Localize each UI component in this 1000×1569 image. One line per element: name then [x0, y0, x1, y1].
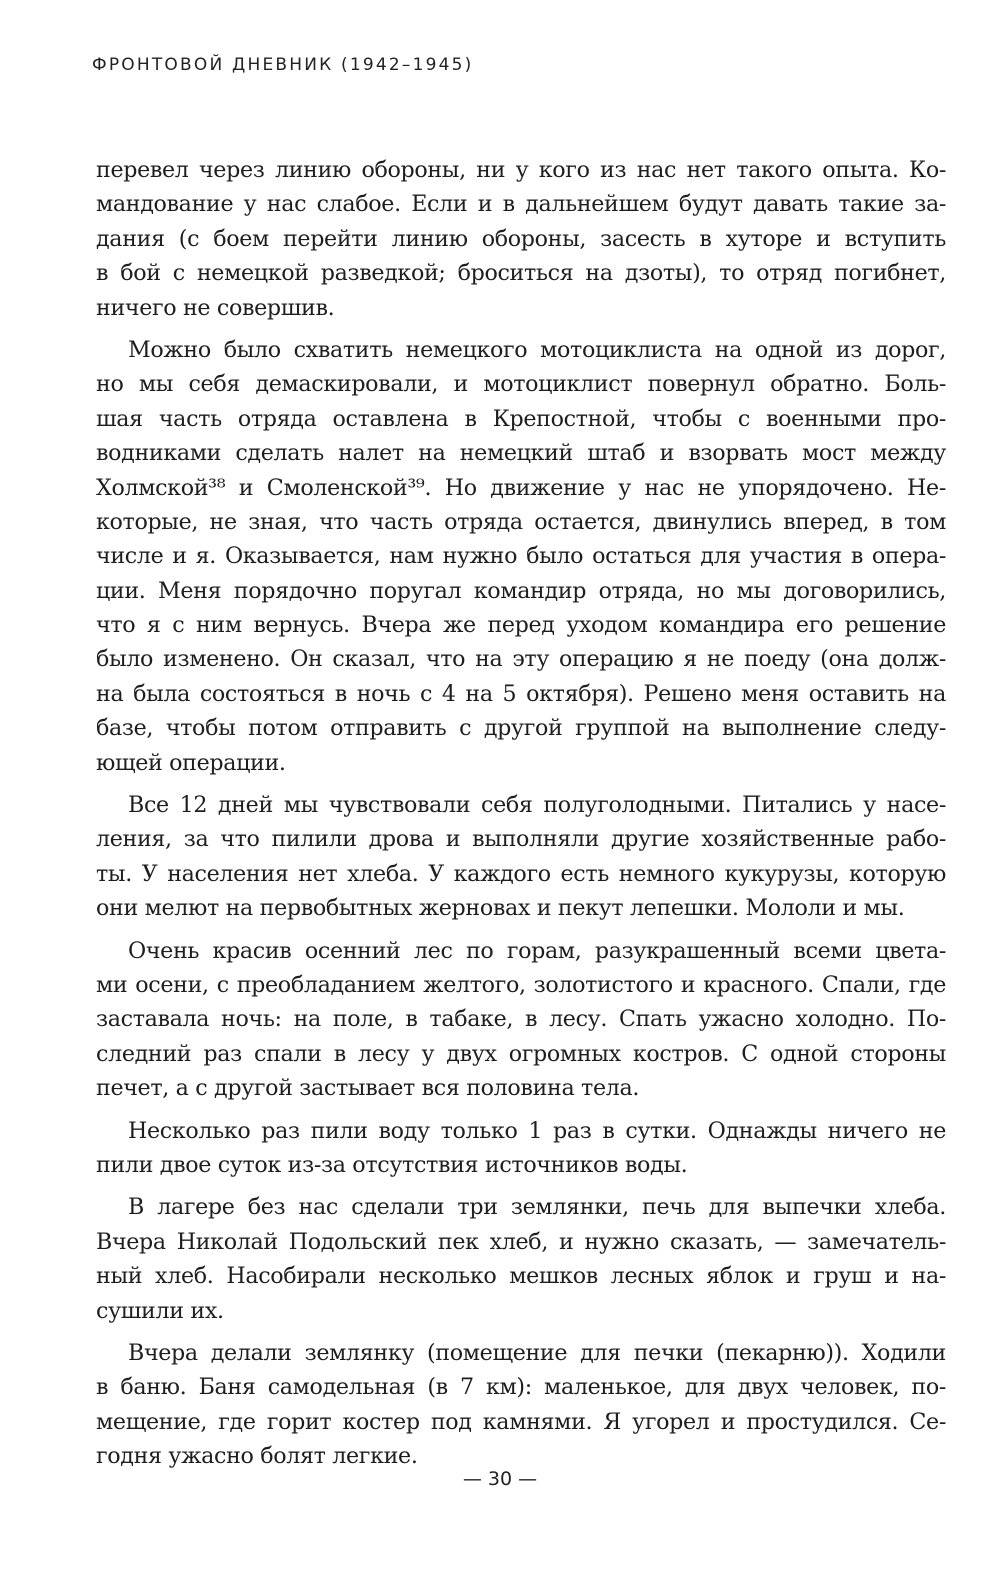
text-line: Несколько раз пили воду только 1 раз в сутки. Однажды ничего не [128, 1117, 946, 1144]
paragraph [96, 333, 946, 780]
paragraph [96, 1336, 946, 1474]
text-line: следний раз спали в лесу у двух огромных костров. С одной стороны [96, 1040, 946, 1067]
text-line: на была состояться в ночь с 4 на 5 октября). Решено меня оставить на [96, 680, 946, 707]
text-line: базе, чтобы потом отправить с другой группой на выполнение следу- [96, 715, 946, 742]
paragraph [96, 934, 946, 1106]
text-line: ный хлеб. Насобирали несколько мешков лесных яблок и груш и на- [96, 1263, 946, 1290]
text-line: ции. Меня порядочно поругал командир отряда, но мы договорились, [96, 577, 946, 604]
text-line: Очень красив осенний лес по горам, разукрашенный всеми цвета- [128, 937, 946, 964]
text-line: ничего не совершив. [96, 294, 335, 321]
text-line: сушили их. [96, 1297, 224, 1324]
body-text [96, 153, 946, 1473]
paragraph [96, 1190, 946, 1328]
text-line: мандование у нас слабое. Если и в дальнейшем будут давать такие за- [96, 191, 946, 218]
text-line: ты. У населения нет хлеба. У каждого есть немного кукурузы, которую [96, 860, 946, 887]
text-line: ления, за что пилили дрова и выполняли другие хозяйственные рабо- [96, 826, 946, 853]
text-line: заставала ночь: на поле, в табаке, в лесу. Спать ужасно холодно. По- [96, 1006, 946, 1033]
text-line: Вчера делали землянку (помещение для печки (пекарню)). Ходили [128, 1339, 946, 1366]
paragraph [96, 1114, 946, 1183]
text-line: ющей операции. [96, 749, 286, 776]
paragraph [96, 153, 946, 325]
page-number: — 30 — [462, 1468, 538, 1490]
text-line: печет, а с другой застывает вся половина тела. [96, 1075, 640, 1102]
text-line: Можно было схватить немецкого мотоциклиста на одной из дорог, [128, 336, 946, 363]
text-line: Все 12 дней мы чувствовали себя полуголодными. Питались у насе- [128, 792, 946, 819]
text-line: в баню. Баня самодельная (в 7 км): маленькое, для двух человек, по- [96, 1374, 946, 1401]
text-line: В лагере без нас сделали три землянки, печь для выпечки хлеба. [128, 1194, 946, 1221]
text-line: годня ужасно болят легкие. [96, 1443, 418, 1470]
text-line: числе и я. Оказывается, нам нужно было остаться для участия в опера- [96, 543, 946, 570]
text-line: в бой с немецкой разведкой; броситься на дзоты), то отряд погибнет, [96, 260, 946, 287]
text-line: но мы себя демаскировали, и мотоциклист повернул обратно. Боль- [96, 371, 946, 398]
text-line: было изменено. Он сказал, что на эту операцию я не поеду (она долж- [96, 646, 946, 673]
text-line: шая часть отряда оставлена в Крепостной, чтобы с военными про- [96, 405, 946, 432]
text-line: что я с ним вернусь. Вчера же перед уходом командира его решение [96, 612, 946, 639]
text-line: пили двое суток из-за отсутствия источников воды. [96, 1151, 688, 1178]
text-line: которые, не зная, что часть отряда остается, двинулись вперед, в том [96, 508, 946, 535]
text-line: мещение, где горит костер под камнями. Я угорел и простудился. Се- [96, 1408, 946, 1435]
text-line: перевел через линию обороны, ни у кого из нас нет такого опыта. Ко- [96, 157, 946, 183]
text-line: дания (с боем перейти линию обороны, засесть в хуторе и вступить [96, 225, 946, 252]
text-line: ми осени, с преобладанием желтого, золотистого и красного. Спали, где [96, 971, 946, 998]
text-line: Вчера Николай Подольский пек хлеб, и нужно сказать, — замечатель- [96, 1228, 946, 1255]
text-line: они мелют на первобытных жерновах и пекут лепешки. Мололи и мы. [96, 895, 905, 922]
paragraph [96, 788, 946, 926]
running-title: ФРОНТОВОЙ ДНЕВНИК (1942–1945) [92, 55, 474, 75]
text-line: Холмской³⁸ и Смоленской³⁹. Но движение у нас не упорядочено. Не- [96, 474, 946, 501]
text-line: водниками сделать налет на немецкий штаб и взорвать мост между [96, 440, 946, 467]
